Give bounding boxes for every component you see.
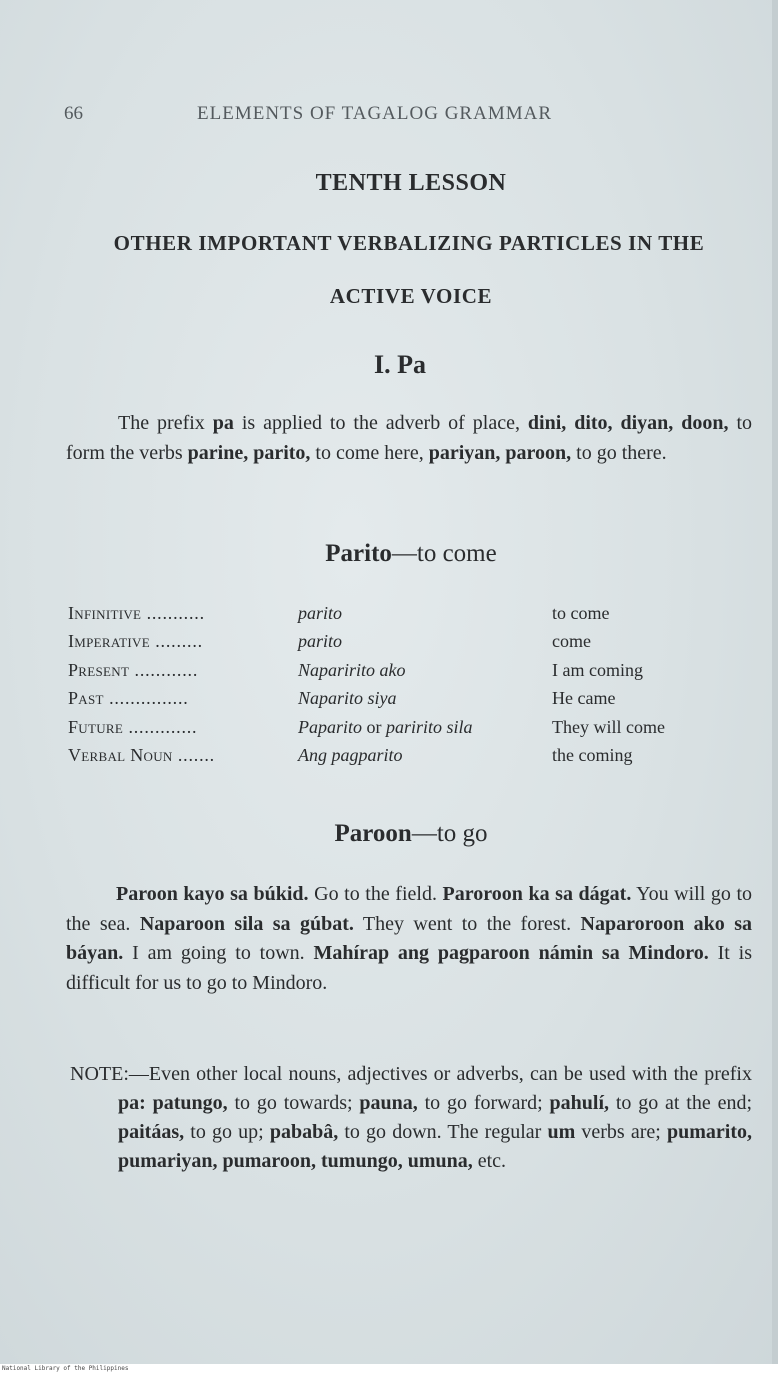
conjugation-form: Ang pagparito [298,744,403,765]
note-paragraph: NOTE:—Even other local nouns, adjectives or adverbs, can be used with the prefix pa: patungo, to go towards; pauna, to go forward; pahulí, to go at the end; paitáas, to go up; pababâ, to go down. The regular um verbs are; pumarito, pumariyan, pumaroon, tumungo, umuna, etc. [70,1063,752,1172]
conjugation-row: Future ............. Paparito or paririto sila They will come [68,716,665,737]
conjugation-form: Naparito siya [298,688,397,709]
conjugation-row: Verbal Noun ....... Ang pagparito the coming [68,744,633,765]
parito-heading: Parito—to come [325,540,497,567]
paroon-heading: Paroon—to go [334,820,488,847]
conjugation-form: parito [298,631,343,652]
conjugation-label: Present [68,659,130,680]
conjugation-label: Future [68,716,124,737]
conjugation-row: Imperative ......... parito come [68,631,591,652]
conjugation-form: parito [298,603,343,623]
chapter-heading-line2: ACTIVE VOICE [329,284,493,308]
page-number: 66 [64,103,83,124]
conjugation-english: come [552,631,591,652]
conjugation-label: Past [68,688,104,709]
intro-paragraph: The prefix pa is applied to the adverb of place, dini, dito, diyan, doon, to form the verbs parine, parito, to come here, pariyan, paroon, to go there. [66,412,753,464]
examples-paragraph: Paroon kayo sa búkid. Go to the field. Paroroon ka sa dágat. You will go to the sea. Naparoon sila sa gúbat. They went to the forest. Naparoroon ako sa báyan. I am going to town. Mahírap ang pagparoon námin sa Mindoro. It is difficult for us to go to Mindoro. [66,883,753,994]
conjugation-english: I am coming [552,659,643,680]
chapter-heading-line1: OTHER IMPORTANT VERBALIZING PARTICLES IN THE [113,231,705,255]
conjugation-english: They will come [552,716,665,737]
conjugation-form: Naparirito ako [298,659,406,680]
conjugation-row: Past ............... Naparito siya He came [68,688,616,709]
conjugation-row: Present ............ Naparirito ako I am coming [68,659,643,680]
running-head [64,101,744,127]
conjugation-table [68,603,748,773]
conjugation-english: the coming [552,744,633,765]
book-title: ELEMENTS OF TAGALOG GRAMMAR [197,103,553,124]
page-edge [772,0,778,1364]
footer-credit: National Library of the Philippines [2,1365,129,1372]
conjugation-row: Infinitive ........... parito to come [68,603,610,623]
conjugation-label: Verbal Noun [68,744,173,765]
conjugation-english: He came [552,688,616,709]
conjugation-label: Imperative [68,631,150,652]
conjugation-label: Infinitive [68,603,142,623]
conjugation-english: to come [552,603,610,623]
lesson-title: TENTH LESSON [315,170,507,196]
section-title: I. Pa [374,350,426,379]
conjugation-form: Paparito or paririto sila [298,716,473,737]
